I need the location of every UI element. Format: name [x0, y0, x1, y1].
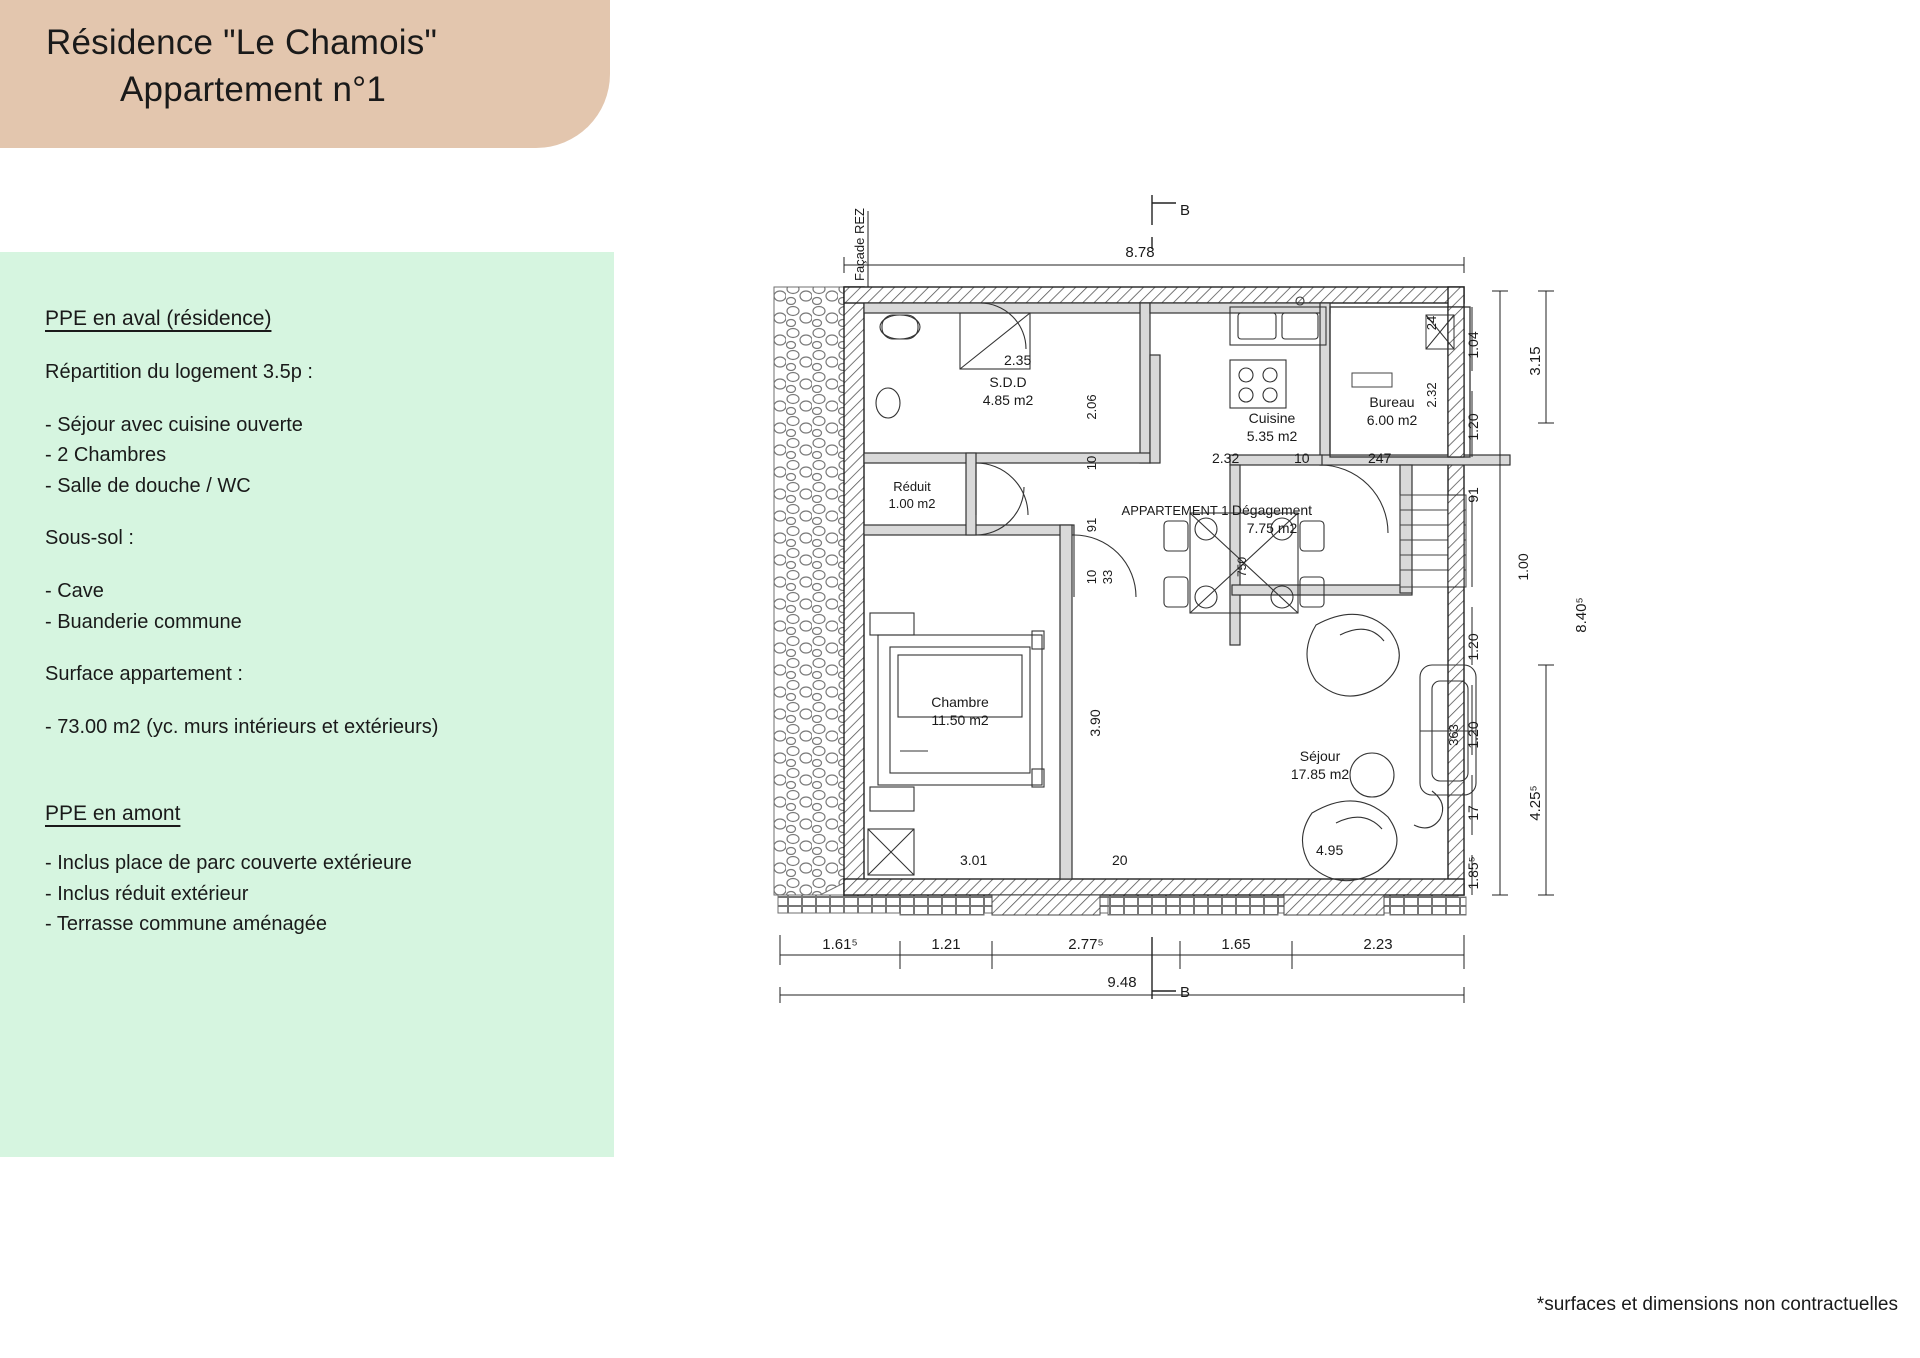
dim-bottom-5: 2.23 — [1363, 936, 1393, 953]
room-area: 11.50 m2 — [931, 712, 989, 728]
dim-interior-10b: 10 — [1084, 569, 1099, 585]
dim-interior-2-06: 2.06 — [1084, 394, 1099, 420]
section-label-top: B — [1180, 202, 1191, 219]
dim-interior-363: 363 — [1446, 724, 1461, 746]
dim-right-7: 17 — [1465, 805, 1481, 821]
dim-right-6: 1.20 — [1465, 721, 1481, 749]
room-label-reduit — [889, 479, 936, 511]
section-marker-top — [1152, 195, 1176, 249]
room-label-sdd — [983, 374, 1034, 408]
room-name: S.D.D — [989, 374, 1027, 390]
room-name: Dégagement — [1231, 502, 1313, 518]
page-title — [42, 20, 572, 113]
dim-right-1: 1.04 — [1465, 331, 1481, 359]
section-label-bottom: B — [1180, 984, 1191, 1001]
dim-interior-24: 24 — [1424, 315, 1439, 331]
title-line-2: Appartement n°1 — [120, 69, 387, 109]
room-area: 6.00 m2 — [1366, 412, 1418, 428]
dim-interior-33: 33 — [1100, 569, 1115, 585]
interior-walls — [864, 303, 1510, 879]
room-name: Chambre — [931, 694, 989, 710]
room-area: 4.85 m2 — [982, 392, 1034, 408]
room-area: 17.85 m2 — [1290, 766, 1350, 782]
header-banner — [0, 0, 610, 148]
dim-right-4: 1.00 — [1515, 553, 1531, 581]
dim-right-outer-3: 4.25⁵ — [1527, 785, 1544, 821]
dim-interior-3-90: 3.90 — [1087, 709, 1103, 737]
dim-interior-247: 247 — [1368, 450, 1392, 466]
footer-note: *surfaces et dimensions non contractuelles — [1536, 1294, 1898, 1315]
dim-interior-4-95: 4.95 — [1316, 842, 1344, 858]
dim-interior-2-32a: 2.32 — [1212, 450, 1240, 466]
dim-right-outer-1: 3.15 — [1527, 346, 1544, 376]
room-name: Réduit — [893, 479, 931, 494]
info-panel — [0, 252, 614, 1157]
dim-bottom-4: 1.65 — [1221, 936, 1251, 953]
surface-label: Surface appartement : — [45, 662, 243, 685]
room-label-bureau — [1367, 394, 1418, 428]
ppe-upstream-heading: PPE en amont — [45, 802, 181, 826]
facade-label: Façade REZ — [852, 208, 867, 281]
dim-right-8: 1.85⁵ — [1465, 856, 1481, 890]
list-item: - Inclus réduit extérieur — [45, 882, 249, 905]
bedroom-furniture — [868, 613, 1044, 875]
apartment-tag: APPARTEMENT 1 — [1121, 503, 1229, 518]
terrain-hatch — [774, 287, 1458, 913]
list-item: - Salle de douche / WC — [45, 474, 251, 497]
list-item: - Terrasse commune aménagée — [45, 913, 327, 936]
basement-list — [45, 576, 588, 637]
list-item: - Cave — [45, 580, 104, 603]
section-marker-bottom — [1152, 937, 1176, 999]
room-area: 5.35 m2 — [1246, 428, 1298, 444]
dim-interior-2-32b: 2.32 — [1424, 382, 1439, 408]
basement-label: Sous-sol : — [45, 527, 134, 550]
room-label-cuisine — [1247, 410, 1298, 444]
dim-bottom-1: 1.61⁵ — [822, 936, 858, 953]
list-item: - 2 Chambres — [45, 444, 167, 467]
dim-interior-3-01: 3.01 — [960, 852, 988, 868]
bureau-block — [1330, 307, 1470, 457]
dim-bottom-3: 2.77⁵ — [1068, 936, 1104, 953]
list-item: - Buanderie commune — [45, 610, 242, 633]
room-name: Cuisine — [1248, 410, 1296, 426]
room-label-chambre — [931, 694, 989, 728]
dim-right-3: 91 — [1465, 487, 1481, 503]
dim-interior-750: 750 — [1235, 556, 1249, 578]
kitchen-fixtures — [1230, 297, 1326, 408]
room-name: Bureau — [1369, 394, 1415, 410]
room-area: 7.75 m2 — [1246, 520, 1298, 536]
dim-interior-10a: 10 — [1084, 455, 1099, 471]
distribution-label: Répartition du logement 3.5p : — [45, 361, 313, 383]
dim-right-2: 1.20 — [1465, 413, 1481, 441]
ppe-downstream-heading: PPE en aval (résidence) — [45, 307, 272, 330]
dim-top-overall: 8.78 — [1125, 244, 1155, 261]
dim-right-outer-2: 8.40⁵ — [1573, 597, 1590, 633]
floor-plan — [760, 195, 1900, 1235]
room-name: Séjour — [1299, 748, 1341, 764]
dim-right-5: 1.20 — [1465, 633, 1481, 661]
room-label-sejour — [1291, 748, 1350, 782]
dim-bottom — [780, 935, 1464, 1003]
room-area: 1.00 m2 — [888, 496, 936, 511]
facade-label-group — [852, 208, 868, 287]
surface-list — [45, 712, 588, 742]
distribution-list — [45, 410, 588, 501]
title-line-1: Résidence "Le Chamois" — [46, 23, 438, 62]
dim-interior-10c: 10 — [1294, 450, 1310, 466]
dim-bottom-overall: 9.48 — [1107, 974, 1137, 991]
list-item: - Séjour avec cuisine ouverte — [45, 414, 303, 436]
dim-interior-91: 91 — [1084, 517, 1099, 533]
dim-interior-2-35: 2.35 — [1004, 352, 1032, 368]
list-item: - Inclus place de parc couverte extérieure — [45, 852, 412, 875]
dim-bottom-2: 1.21 — [931, 936, 961, 953]
upstream-list — [45, 848, 588, 939]
list-item: - 73.00 m2 (yc. murs intérieurs et extérieurs) — [45, 715, 439, 738]
dim-interior-20: 20 — [1112, 852, 1128, 868]
